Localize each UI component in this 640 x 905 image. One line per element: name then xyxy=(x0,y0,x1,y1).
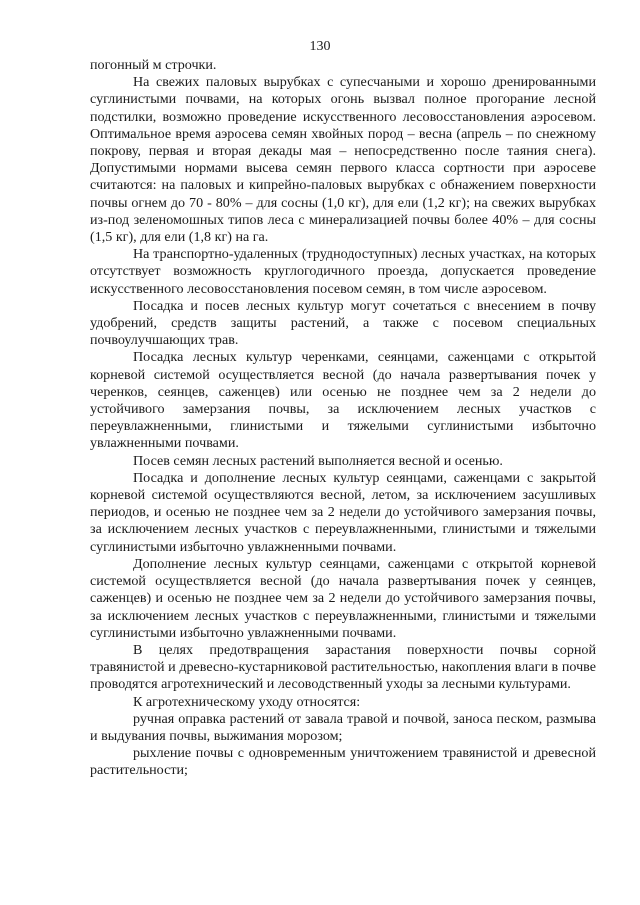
paragraph-11: ручная оправка растений от завала травой и почвой, заноса песком, размыва и выдувания почвы, выжимания морозом; xyxy=(90,710,596,744)
paragraph-10: К агротехническому уходу относятся: xyxy=(133,693,361,710)
paragraph-7: Посадка и дополнение лесных культур сеянцами, саженцами с закрытой корневой системой осуществляются весной, летом, за исключением засушливых периодов, и осенью не позднее чем за 2 недели до устойчивого замерзания почвы, за исключением лесных участков с переувлажненными, глинистыми и тяжелыми суглинистыми избыточно увлажненными почвами. xyxy=(90,469,596,555)
paragraph-5: Посадка лесных культур черенками, сеянцами, саженцами с открытой корневой системой осуществляется весной (до начала развертывания почек у черенков, сеянцев, саженцев) или осенью не позднее чем за 2 недели до устойчивого замерзания почвы, за исключением лесных участков с переувлажненными, глинистыми и тяжелыми суглинистыми избыточно увлажненными почвами. xyxy=(90,349,596,452)
paragraph-6: Посев семян лесных растений выполняется весной и осенью. xyxy=(133,452,503,469)
paragraph-4: Посадка и посев лесных культур могут сочетаться с внесением в почву удобрений, средств защиты растений, а также с посевом специальных почвоулучшающих трав. xyxy=(90,297,596,349)
page-number: 130 xyxy=(309,39,331,54)
paragraph-9: В целях предотвращения зарастания поверхности почвы сорной травянистой и древесно-кустарниковой растительностью, накопления влаги в почве проводятся агротехнический и лесоводственный уходы за лесными культурами. xyxy=(90,641,596,693)
paragraph-8: Дополнение лесных культур сеянцами, саженцами с открытой корневой системой осуществляется весной (до начала развертывания почек у сеянцев, саженцев) и осенью не позднее чем за 2 недели до устойчивого замерзания почвы, за исключением лесных участков с переувлажненными, глинистыми и тяжелыми суглинистыми избыточно увлажненными почвами. xyxy=(90,555,596,641)
paragraph-1: погонный м строчки. xyxy=(90,57,217,73)
document-body xyxy=(90,57,596,780)
paragraph-2: На свежих паловых вырубках с супесчаными и хорошо дренированными суглинистыми почвами, на которых огонь вызвал полное прогорание лесной подстилки, возможно проведение искусственного лесовосстановления аэросевом. Оптимальное время аэросева семян хвойных пород – весна (апрель – по снежному покрову, первая и вторая декады мая – непосредственно после таяния снега). Допустимыми нормами высева семян первого класса сортности при аэросеве считаются: на паловых и кипрейно-паловых вырубках с обнажением поверхности почвы огнем до 70 - 80% – для сосны (1,0 кг), для ели (1,2 кг); на свежих вырубках из-под зеленомошных типов леса с минерализацией почвы более 40% – для сосны (1,5 кг), для ели (1,8 кг) на га. xyxy=(90,74,596,246)
paragraph-12: рыхление почвы с одновременным уничтожением травянистой и древесной растительности; xyxy=(90,745,596,779)
paragraph-3: На транспортно-удаленных (труднодоступных) лесных участках, на которых отсутствует возможность круглогодичного проезда, допускается проведение искусственного лесовосстановления посевом семян, в том числе аэросевом. xyxy=(90,246,596,297)
